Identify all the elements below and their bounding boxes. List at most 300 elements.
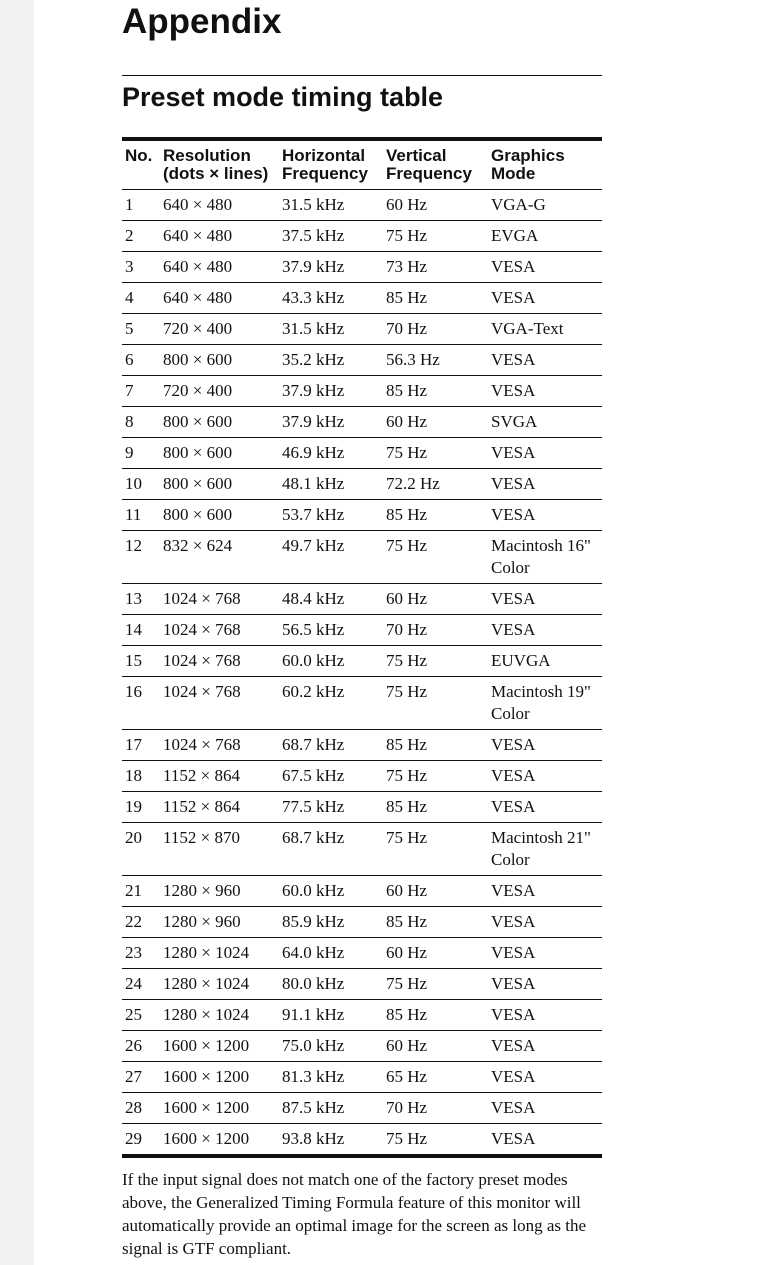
cell-resolution — [163, 407, 282, 438]
cell-no-text: 27 — [125, 1067, 142, 1086]
cell-horizontal-frequency-text: 37.9 kHz — [282, 381, 345, 400]
cell-horizontal-frequency-text: 64.0 kHz — [282, 943, 345, 962]
cell-vertical-frequency — [386, 792, 491, 823]
cell-vertical-frequency — [386, 469, 491, 500]
cell-no — [122, 584, 163, 615]
header-no: No. — [122, 139, 163, 190]
cell-horizontal-frequency-text: 81.3 kHz — [282, 1067, 345, 1086]
header-graphics-mode: Graphics Mode — [491, 139, 602, 190]
cell-horizontal-frequency-text: 60.0 kHz — [282, 651, 345, 670]
cell-no-text: 16 — [125, 682, 142, 701]
cell-horizontal-frequency-text: 53.7 kHz — [282, 505, 345, 524]
table-row — [122, 646, 602, 677]
cell-no-text: 12 — [125, 536, 142, 555]
cell-vertical-frequency-text: 70 Hz — [386, 319, 428, 338]
cell-graphics-mode-text: EVGA — [491, 226, 539, 245]
cell-horizontal-frequency — [282, 221, 386, 252]
cell-vertical-frequency-text: 75 Hz — [386, 226, 428, 245]
cell-no — [122, 938, 163, 969]
cell-horizontal-frequency-text: 60.0 kHz — [282, 881, 345, 900]
cell-horizontal-frequency — [282, 1000, 386, 1031]
cell-resolution-text: 1280 × 1024 — [163, 1005, 250, 1024]
cell-graphics-mode-text: VESA — [491, 912, 536, 931]
cell-resolution-text: 1152 × 864 — [163, 797, 240, 816]
cell-vertical-frequency — [386, 730, 491, 761]
cell-horizontal-frequency-text: 87.5 kHz — [282, 1098, 345, 1117]
cell-no-text: 8 — [125, 412, 134, 431]
cell-vertical-frequency — [386, 345, 491, 376]
cell-vertical-frequency-text: 72.2 Hz — [386, 474, 440, 493]
cell-no-text: 6 — [125, 350, 134, 369]
cell-no-text: 21 — [125, 881, 142, 900]
cell-horizontal-frequency — [282, 531, 386, 584]
header-resolution: Resolution (dots × lines) — [163, 139, 282, 190]
table-row — [122, 500, 602, 531]
cell-graphics-mode-text: VESA — [491, 505, 536, 524]
cell-vertical-frequency-text: 75 Hz — [386, 1129, 428, 1148]
cell-no — [122, 1000, 163, 1031]
cell-vertical-frequency-text: 85 Hz — [386, 912, 428, 931]
cell-graphics-mode — [491, 438, 602, 469]
cell-horizontal-frequency — [282, 876, 386, 907]
cell-vertical-frequency — [386, 823, 491, 876]
cell-resolution — [163, 531, 282, 584]
table-row — [122, 438, 602, 469]
cell-horizontal-frequency — [282, 314, 386, 345]
cell-no — [122, 761, 163, 792]
cell-graphics-mode — [491, 646, 602, 677]
cell-graphics-mode-text: VESA — [491, 881, 536, 900]
cell-resolution-text: 640 × 480 — [163, 195, 233, 214]
cell-resolution — [163, 1000, 282, 1031]
cell-horizontal-frequency — [282, 907, 386, 938]
cell-graphics-mode-text: VESA — [491, 381, 536, 400]
cell-graphics-mode — [491, 314, 602, 345]
cell-horizontal-frequency — [282, 677, 386, 730]
cell-no-text: 2 — [125, 226, 134, 245]
cell-resolution — [163, 646, 282, 677]
cell-no — [122, 730, 163, 761]
cell-no — [122, 969, 163, 1000]
cell-graphics-mode-text: VESA — [491, 589, 536, 608]
cell-vertical-frequency-text: 75 Hz — [386, 828, 428, 847]
table-row — [122, 190, 602, 221]
cell-graphics-mode — [491, 823, 602, 876]
cell-graphics-mode-text: VESA — [491, 288, 536, 307]
cell-horizontal-frequency-text: 68.7 kHz — [282, 735, 345, 754]
cell-resolution — [163, 761, 282, 792]
cell-resolution — [163, 1031, 282, 1062]
cell-resolution — [163, 190, 282, 221]
cell-horizontal-frequency-text: 31.5 kHz — [282, 195, 345, 214]
cell-vertical-frequency-text: 73 Hz — [386, 257, 428, 276]
header-horizontal-frequency: Horizontal Frequency — [282, 139, 386, 190]
cell-vertical-frequency — [386, 1031, 491, 1062]
table-row — [122, 677, 602, 730]
cell-horizontal-frequency — [282, 1124, 386, 1157]
cell-no-text: 29 — [125, 1129, 142, 1148]
table-row — [122, 1124, 602, 1157]
table-row — [122, 938, 602, 969]
cell-graphics-mode — [491, 677, 602, 730]
cell-horizontal-frequency — [282, 1093, 386, 1124]
cell-horizontal-frequency-text: 31.5 kHz — [282, 319, 345, 338]
table-row — [122, 531, 602, 584]
cell-graphics-mode-text: VESA — [491, 350, 536, 369]
cell-vertical-frequency-text: 60 Hz — [386, 1036, 428, 1055]
cell-vertical-frequency-text: 60 Hz — [386, 943, 428, 962]
cell-vertical-frequency-text: 75 Hz — [386, 974, 428, 993]
cell-graphics-mode — [491, 1093, 602, 1124]
table-row — [122, 345, 602, 376]
cell-graphics-mode-text: VESA — [491, 1129, 536, 1148]
cell-vertical-frequency — [386, 1062, 491, 1093]
cell-vertical-frequency-text: 60 Hz — [386, 195, 428, 214]
cell-graphics-mode-text: Macintosh 16" Color — [491, 536, 591, 577]
cell-vertical-frequency — [386, 314, 491, 345]
cell-horizontal-frequency — [282, 438, 386, 469]
cell-no — [122, 615, 163, 646]
cell-vertical-frequency-text: 56.3 Hz — [386, 350, 440, 369]
page-title: Appendix — [122, 2, 282, 41]
table-row — [122, 615, 602, 646]
table-row — [122, 876, 602, 907]
cell-no — [122, 792, 163, 823]
cell-no-text: 28 — [125, 1098, 142, 1117]
cell-graphics-mode — [491, 531, 602, 584]
section-divider — [122, 75, 602, 76]
cell-vertical-frequency — [386, 969, 491, 1000]
cell-graphics-mode-text: VESA — [491, 1005, 536, 1024]
preset-mode-timing-table — [122, 137, 602, 1158]
cell-graphics-mode — [491, 1124, 602, 1157]
cell-no — [122, 252, 163, 283]
cell-resolution-text: 1600 × 1200 — [163, 1098, 250, 1117]
cell-horizontal-frequency — [282, 469, 386, 500]
cell-resolution — [163, 938, 282, 969]
cell-horizontal-frequency — [282, 969, 386, 1000]
cell-resolution-text: 640 × 480 — [163, 226, 233, 245]
cell-resolution — [163, 345, 282, 376]
cell-no — [122, 677, 163, 730]
cell-no — [122, 823, 163, 876]
cell-resolution-text: 1024 × 768 — [163, 735, 241, 754]
cell-vertical-frequency-text: 75 Hz — [386, 766, 428, 785]
cell-graphics-mode — [491, 407, 602, 438]
page-margin — [0, 0, 34, 1265]
table-row — [122, 221, 602, 252]
cell-graphics-mode — [491, 584, 602, 615]
table-row — [122, 584, 602, 615]
table-row — [122, 761, 602, 792]
cell-graphics-mode — [491, 792, 602, 823]
cell-resolution-text: 800 × 600 — [163, 443, 233, 462]
cell-resolution-text: 1280 × 960 — [163, 881, 241, 900]
cell-no-text: 4 — [125, 288, 134, 307]
cell-resolution-text: 1152 × 870 — [163, 828, 240, 847]
cell-vertical-frequency — [386, 646, 491, 677]
cell-vertical-frequency-text: 85 Hz — [386, 735, 428, 754]
cell-graphics-mode-text: EUVGA — [491, 651, 551, 670]
cell-resolution-text: 1280 × 960 — [163, 912, 241, 931]
cell-vertical-frequency-text: 75 Hz — [386, 536, 428, 555]
cell-vertical-frequency — [386, 1093, 491, 1124]
cell-horizontal-frequency — [282, 584, 386, 615]
cell-no-text: 7 — [125, 381, 134, 400]
cell-resolution — [163, 730, 282, 761]
cell-vertical-frequency — [386, 1124, 491, 1157]
cell-vertical-frequency — [386, 584, 491, 615]
cell-horizontal-frequency-text: 67.5 kHz — [282, 766, 345, 785]
cell-no-text: 20 — [125, 828, 142, 847]
cell-no-text: 5 — [125, 319, 134, 338]
cell-graphics-mode-text: VESA — [491, 1098, 536, 1117]
cell-horizontal-frequency-text: 48.4 kHz — [282, 589, 345, 608]
cell-no-text: 1 — [125, 195, 134, 214]
cell-vertical-frequency — [386, 283, 491, 314]
cell-vertical-frequency — [386, 876, 491, 907]
table-row — [122, 792, 602, 823]
cell-no-text: 10 — [125, 474, 142, 493]
cell-vertical-frequency-text: 75 Hz — [386, 443, 428, 462]
cell-vertical-frequency — [386, 438, 491, 469]
cell-vertical-frequency — [386, 376, 491, 407]
cell-no-text: 23 — [125, 943, 142, 962]
cell-resolution-text: 800 × 600 — [163, 505, 233, 524]
cell-graphics-mode — [491, 969, 602, 1000]
cell-resolution-text: 720 × 400 — [163, 381, 233, 400]
cell-no — [122, 876, 163, 907]
cell-resolution — [163, 792, 282, 823]
cell-resolution — [163, 615, 282, 646]
cell-graphics-mode — [491, 221, 602, 252]
cell-graphics-mode-text: VESA — [491, 474, 536, 493]
cell-resolution-text: 800 × 600 — [163, 474, 233, 493]
cell-resolution — [163, 376, 282, 407]
table-row — [122, 969, 602, 1000]
cell-resolution-text: 1024 × 768 — [163, 620, 241, 639]
cell-no — [122, 469, 163, 500]
cell-graphics-mode — [491, 1062, 602, 1093]
cell-resolution-text: 1024 × 768 — [163, 682, 241, 701]
cell-horizontal-frequency-text: 77.5 kHz — [282, 797, 345, 816]
cell-no — [122, 221, 163, 252]
cell-no — [122, 314, 163, 345]
cell-graphics-mode-text: VESA — [491, 1067, 536, 1086]
cell-no-text: 22 — [125, 912, 142, 931]
cell-resolution — [163, 221, 282, 252]
cell-resolution — [163, 469, 282, 500]
cell-horizontal-frequency-text: 91.1 kHz — [282, 1005, 345, 1024]
cell-vertical-frequency — [386, 221, 491, 252]
cell-vertical-frequency-text: 75 Hz — [386, 651, 428, 670]
cell-horizontal-frequency — [282, 823, 386, 876]
cell-no-text: 26 — [125, 1036, 142, 1055]
cell-horizontal-frequency-text: 68.7 kHz — [282, 828, 345, 847]
cell-no-text: 24 — [125, 974, 142, 993]
cell-no-text: 13 — [125, 589, 142, 608]
cell-horizontal-frequency-text: 93.8 kHz — [282, 1129, 345, 1148]
cell-horizontal-frequency-text: 85.9 kHz — [282, 912, 345, 931]
cell-resolution-text: 1600 × 1200 — [163, 1129, 250, 1148]
cell-no — [122, 283, 163, 314]
cell-no-text: 18 — [125, 766, 142, 785]
cell-vertical-frequency-text: 85 Hz — [386, 381, 428, 400]
cell-vertical-frequency-text: 85 Hz — [386, 505, 428, 524]
cell-no — [122, 531, 163, 584]
cell-horizontal-frequency — [282, 615, 386, 646]
cell-horizontal-frequency — [282, 500, 386, 531]
cell-no — [122, 376, 163, 407]
cell-horizontal-frequency-text: 37.5 kHz — [282, 226, 345, 245]
cell-vertical-frequency — [386, 252, 491, 283]
table-body — [122, 190, 602, 1157]
cell-horizontal-frequency-text: 35.2 kHz — [282, 350, 345, 369]
cell-resolution — [163, 314, 282, 345]
table-row — [122, 407, 602, 438]
cell-no — [122, 1124, 163, 1157]
cell-horizontal-frequency — [282, 938, 386, 969]
gtf-note: If the input signal does not match one of the factory preset modes above, the Generalized Timing Formula feature of this monitor will automatically provide an optimal image for the screen as long as the signal is GTF compliant. — [122, 1170, 587, 1258]
cell-horizontal-frequency — [282, 1031, 386, 1062]
cell-graphics-mode — [491, 730, 602, 761]
table-row — [122, 823, 602, 876]
table-row — [122, 730, 602, 761]
cell-vertical-frequency-text: 60 Hz — [386, 412, 428, 431]
cell-no — [122, 190, 163, 221]
cell-resolution-text: 1280 × 1024 — [163, 943, 250, 962]
cell-no-text: 19 — [125, 797, 142, 816]
cell-graphics-mode-text: VESA — [491, 797, 536, 816]
cell-horizontal-frequency — [282, 761, 386, 792]
cell-resolution — [163, 1062, 282, 1093]
cell-no-text: 17 — [125, 735, 142, 754]
cell-resolution-text: 1152 × 864 — [163, 766, 240, 785]
cell-resolution — [163, 500, 282, 531]
cell-resolution-text: 720 × 400 — [163, 319, 233, 338]
cell-vertical-frequency — [386, 190, 491, 221]
cell-vertical-frequency — [386, 615, 491, 646]
cell-graphics-mode-text: VGA-G — [491, 195, 546, 214]
cell-horizontal-frequency — [282, 792, 386, 823]
cell-resolution-text: 800 × 600 — [163, 350, 233, 369]
table-row — [122, 252, 602, 283]
cell-horizontal-frequency — [282, 407, 386, 438]
section-title: Preset mode timing table — [122, 82, 444, 112]
cell-resolution — [163, 876, 282, 907]
table-row — [122, 907, 602, 938]
cell-graphics-mode-text: VESA — [491, 766, 536, 785]
cell-vertical-frequency — [386, 500, 491, 531]
cell-no — [122, 345, 163, 376]
cell-resolution-text: 1024 × 768 — [163, 651, 241, 670]
cell-vertical-frequency — [386, 531, 491, 584]
cell-vertical-frequency — [386, 1000, 491, 1031]
cell-no-text: 3 — [125, 257, 134, 276]
table-header-row — [122, 139, 602, 190]
cell-horizontal-frequency-text: 43.3 kHz — [282, 288, 345, 307]
cell-vertical-frequency-text: 60 Hz — [386, 589, 428, 608]
cell-resolution — [163, 283, 282, 314]
cell-horizontal-frequency-text: 49.7 kHz — [282, 536, 345, 555]
cell-graphics-mode-text: Macintosh 19" Color — [491, 682, 591, 723]
cell-no-text: 25 — [125, 1005, 142, 1024]
cell-horizontal-frequency — [282, 376, 386, 407]
cell-vertical-frequency-text: 75 Hz — [386, 682, 428, 701]
cell-vertical-frequency-text: 70 Hz — [386, 1098, 428, 1117]
cell-resolution-text: 1600 × 1200 — [163, 1067, 250, 1086]
cell-no — [122, 500, 163, 531]
cell-vertical-frequency-text: 85 Hz — [386, 288, 428, 307]
cell-horizontal-frequency — [282, 345, 386, 376]
cell-horizontal-frequency-text: 48.1 kHz — [282, 474, 345, 493]
cell-graphics-mode-text: VESA — [491, 974, 536, 993]
header-vertical-frequency: Vertical Frequency — [386, 139, 491, 190]
cell-resolution-text: 1280 × 1024 — [163, 974, 250, 993]
table-row — [122, 376, 602, 407]
cell-resolution-text: 832 × 624 — [163, 536, 233, 555]
cell-resolution-text: 640 × 480 — [163, 288, 233, 307]
table-row — [122, 314, 602, 345]
cell-resolution — [163, 677, 282, 730]
cell-horizontal-frequency-text: 37.9 kHz — [282, 257, 345, 276]
cell-graphics-mode — [491, 938, 602, 969]
table-row — [122, 1093, 602, 1124]
table-row — [122, 1062, 602, 1093]
cell-graphics-mode — [491, 615, 602, 646]
cell-horizontal-frequency-text: 56.5 kHz — [282, 620, 345, 639]
cell-graphics-mode-text: VESA — [491, 1036, 536, 1055]
cell-graphics-mode — [491, 283, 602, 314]
cell-vertical-frequency-text: 85 Hz — [386, 797, 428, 816]
cell-graphics-mode-text: VESA — [491, 943, 536, 962]
cell-horizontal-frequency — [282, 190, 386, 221]
cell-no-text: 14 — [125, 620, 142, 639]
cell-no — [122, 438, 163, 469]
cell-horizontal-frequency — [282, 283, 386, 314]
cell-vertical-frequency — [386, 677, 491, 730]
cell-horizontal-frequency — [282, 1062, 386, 1093]
cell-graphics-mode — [491, 1031, 602, 1062]
cell-graphics-mode — [491, 907, 602, 938]
cell-graphics-mode-text: VESA — [491, 443, 536, 462]
cell-resolution — [163, 1093, 282, 1124]
cell-no — [122, 1093, 163, 1124]
cell-graphics-mode-text: VESA — [491, 620, 536, 639]
cell-horizontal-frequency — [282, 252, 386, 283]
cell-vertical-frequency-text: 60 Hz — [386, 881, 428, 900]
cell-vertical-frequency — [386, 761, 491, 792]
cell-resolution — [163, 1124, 282, 1157]
cell-graphics-mode — [491, 345, 602, 376]
cell-vertical-frequency — [386, 407, 491, 438]
cell-no — [122, 907, 163, 938]
cell-vertical-frequency-text: 65 Hz — [386, 1067, 428, 1086]
cell-graphics-mode — [491, 500, 602, 531]
cell-no-text: 9 — [125, 443, 134, 462]
cell-no — [122, 407, 163, 438]
cell-horizontal-frequency-text: 46.9 kHz — [282, 443, 345, 462]
cell-resolution-text: 1024 × 768 — [163, 589, 241, 608]
cell-graphics-mode — [491, 876, 602, 907]
cell-no-text: 15 — [125, 651, 142, 670]
cell-horizontal-frequency-text: 60.2 kHz — [282, 682, 345, 701]
cell-vertical-frequency-text: 70 Hz — [386, 620, 428, 639]
cell-no — [122, 646, 163, 677]
cell-no — [122, 1031, 163, 1062]
cell-resolution — [163, 969, 282, 1000]
cell-resolution-text: 640 × 480 — [163, 257, 233, 276]
